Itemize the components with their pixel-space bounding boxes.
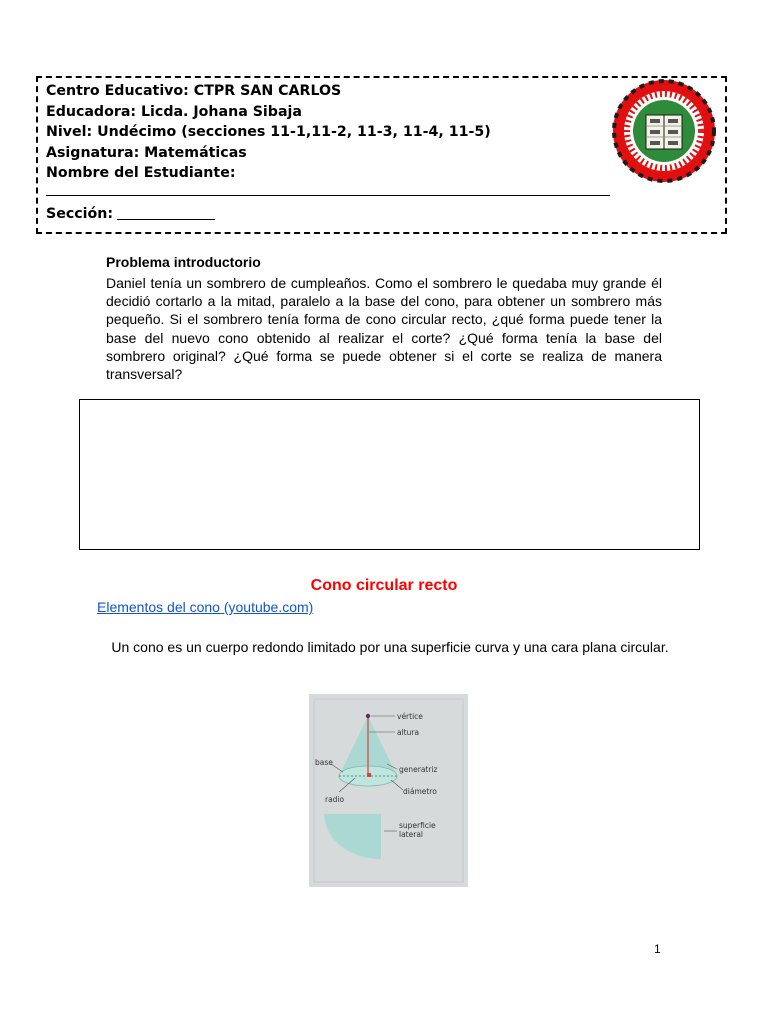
vertex-dot [366, 714, 370, 718]
section-row [46, 206, 215, 222]
teacher-name: Educadora: Licda. Johana Sibaja [46, 103, 302, 120]
label-vertex: vértice [397, 712, 423, 721]
school-name: Centro Educativo: CTPR SAN CARLOS [46, 83, 342, 99]
cone-diagram [309, 694, 468, 887]
problem-title: Problema introductorio [106, 254, 261, 270]
header-info [46, 81, 491, 184]
school-seal-logo [612, 79, 716, 183]
problem-text: Daniel tenía un sombrero de cumpleaños. Como el sombrero le quedaba muy grande él decidió cortarlo a la mitad, paralelo a la base del cono, para obtener un sombrero más pequeño. Si el sombrero tenía forma de cono circular recto, ¿qué forma puede tener la base del nuevo cono obtenido al realizar el corte? ¿Qué forma tenía la base del sombrero original? ¿Qué forma se puede obtener si el corte se realiza de manera transversal? [106, 275, 662, 383]
right-angle-mark [367, 773, 371, 777]
label-lateral-1: superficie [399, 821, 436, 830]
subject-info: Asignatura: Matemáticas [46, 144, 247, 161]
student-name-line[interactable] [46, 195, 610, 196]
cone-definition: Un cono es un cuerpo redondo limitado por una superficie curva y una cara plana circular. [111, 639, 669, 655]
answer-box[interactable] [79, 399, 700, 550]
label-generatrix: generatriz [399, 765, 438, 774]
label-lateral-2: lateral [399, 830, 423, 839]
section-blank-line[interactable] [117, 219, 215, 220]
student-name-label: Nombre del Estudiante: [46, 165, 236, 181]
youtube-link[interactable]: Elementos del cono (youtube.com) [97, 599, 314, 615]
section-heading: Cono circular recto [310, 577, 458, 594]
section-label: Sección: [46, 206, 114, 222]
label-base: base [315, 758, 333, 767]
label-height: altura [397, 728, 420, 737]
figure-background [309, 694, 468, 887]
level-info: Nivel: Undécimo (secciones 11-1,11-2, 11-3, 11-4, 11-5) [46, 124, 491, 140]
label-diameter: diámetro [403, 787, 437, 796]
page-number: 1 [654, 942, 661, 956]
label-radius: radio [325, 795, 345, 804]
